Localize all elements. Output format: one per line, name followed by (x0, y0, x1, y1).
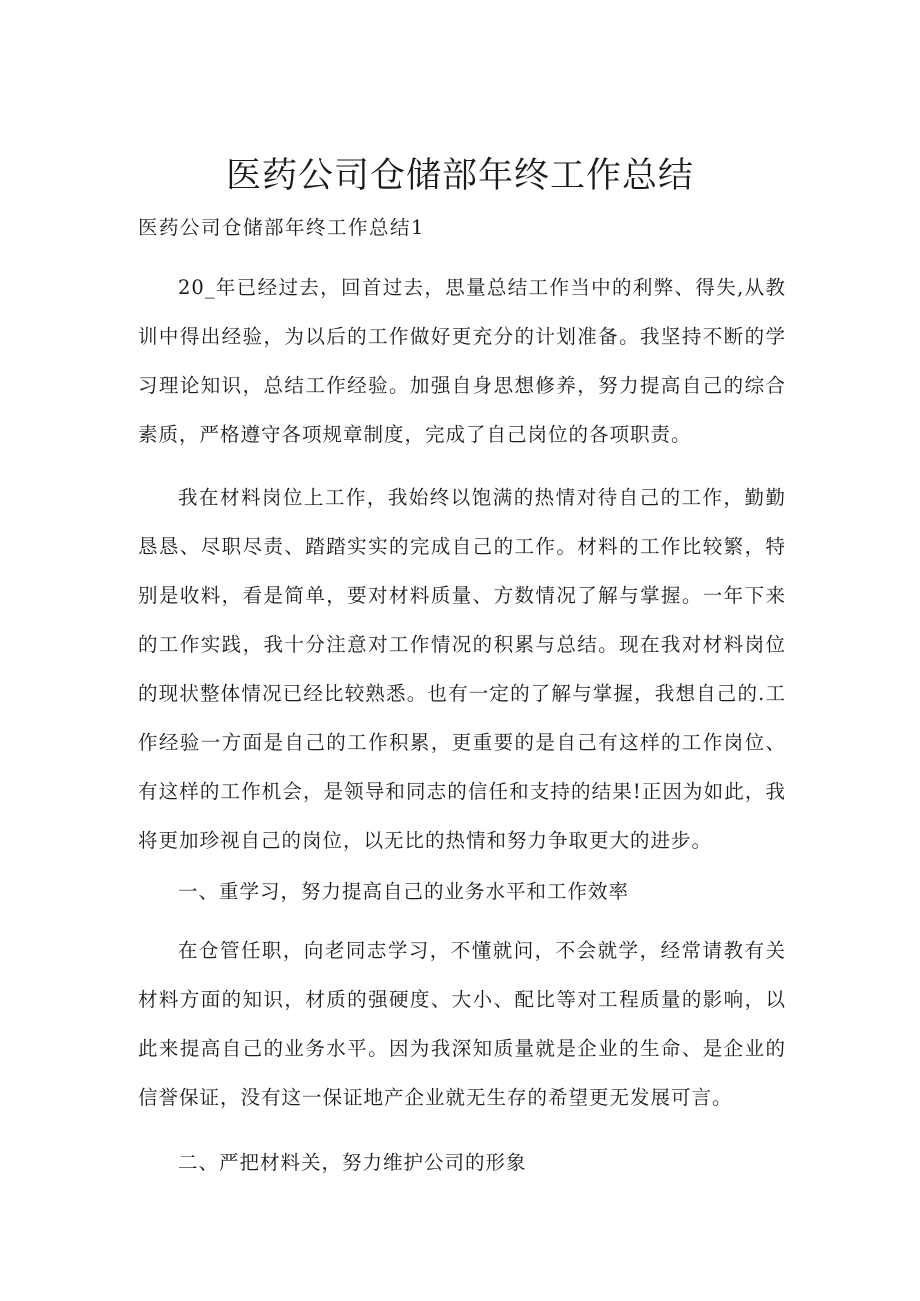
paragraph-3: 在仓管任职，向老同志学习，不懂就问，不会就学，经常请教有关材料方面的知识，材质的强硬度、大小、配比等对工程质量的影响，以此来提高自己的业务水平。因为我深知质量就是企业的生命、是企业的信誉保证，没有这一保证地产企业就无生存的希望更无发展可言。 (138, 939, 786, 1109)
section-heading-1: 一、重学习，努力提高自己的业务水平和工作效率 (178, 880, 630, 903)
paragraph-2: 我在材料岗位上工作，我始终以饱满的热情对待自己的工作，勤勤恳恳、尽职尽责、踏踏实实的完成自己的工作。材料的工作比较繁，特别是收料，看是简单，要对材料质量、方数情况了解与掌握。一年下来的工作实践，我十分注意对工作情况的积累与总结。现在我对材料岗位的现状整体情况已经比较熟悉。也有一定的了解与掌握，我想自己的.工作经验一方面是自己的工作积累，更重要的是自己有这样的工作岗位、有这样的工作机会，是领导和同志的信任和支持的结果!正因为如此，我将更加珍视自己的岗位，以无比的热情和努力争取更大的进步。 (138, 486, 786, 852)
document-title: 医药公司仓储部年终工作总结 (225, 156, 694, 196)
paragraph-1: 20_年已经过去，回首过去，思量总结工作当中的利弊、得失,从教训中得出经验，为以后的工作做好更充分的计划准备。我坚持不断的学习理论知识，总结工作经验。加强自身思想修养，努力提高自己的综合素质，严格遵守各项规章制度，完成了自己岗位的各项职责。 (138, 276, 786, 446)
section-heading-2: 二、严把材料关，努力维护公司的形象 (178, 1151, 527, 1174)
document-subtitle: 医药公司仓储部年终工作总结1 (138, 216, 425, 239)
